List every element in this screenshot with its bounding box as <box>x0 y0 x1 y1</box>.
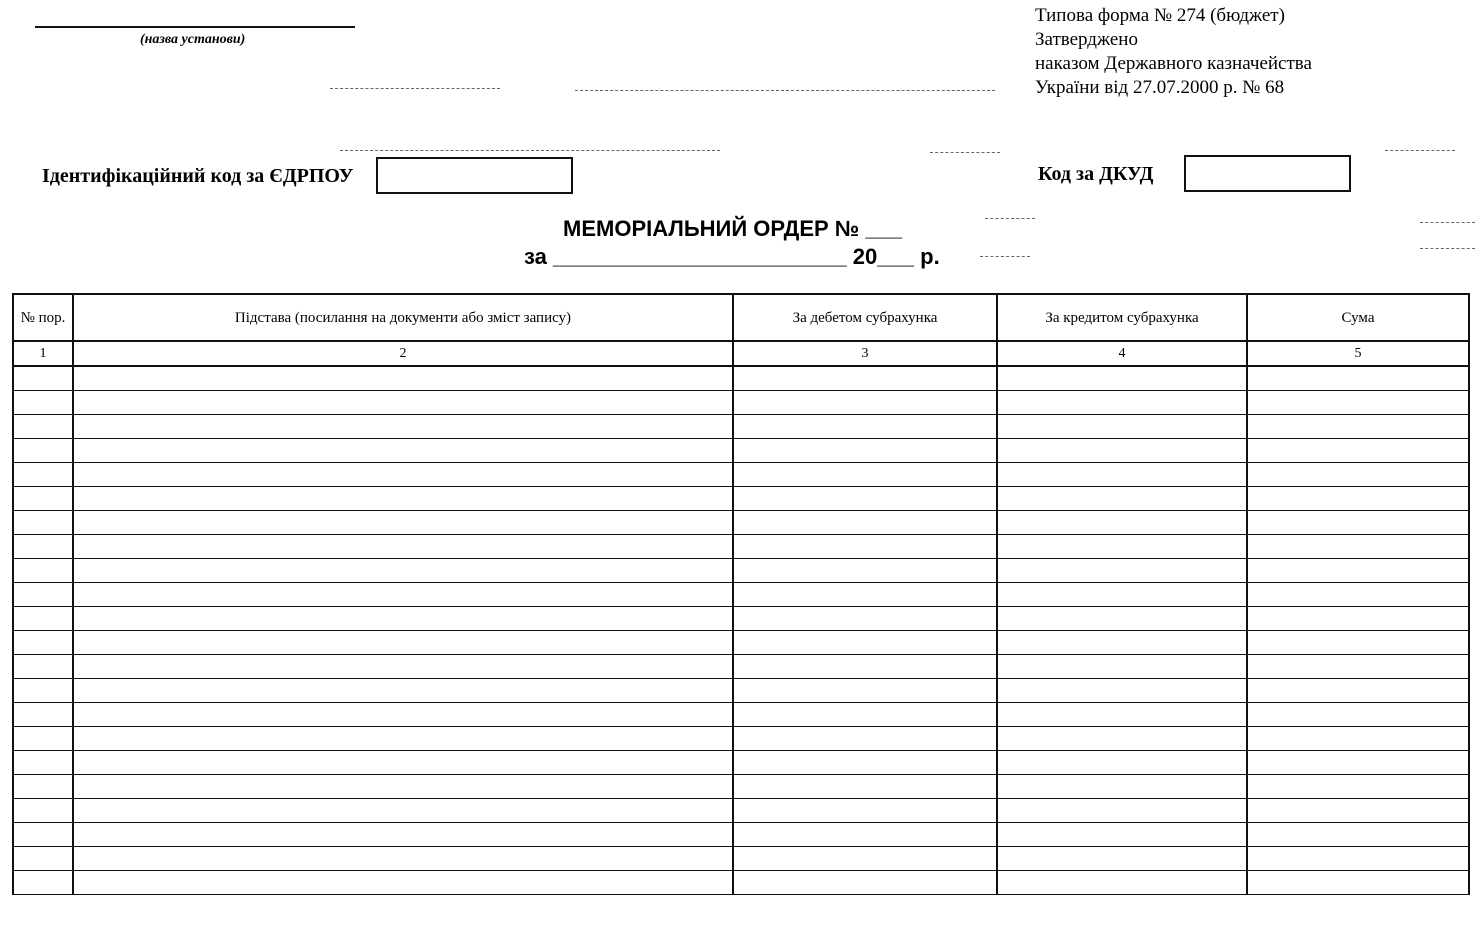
edrpou-field[interactable] <box>376 157 573 194</box>
cell-sum[interactable] <box>1247 463 1469 487</box>
cell-basis[interactable] <box>73 487 733 511</box>
cell-credit[interactable] <box>997 463 1247 487</box>
cell-debit[interactable] <box>733 727 997 751</box>
cell-basis[interactable] <box>73 703 733 727</box>
cell-basis[interactable] <box>73 463 733 487</box>
cell-credit[interactable] <box>997 799 1247 823</box>
cell-sum[interactable] <box>1247 871 1469 895</box>
cell-basis[interactable] <box>73 751 733 775</box>
cell-credit[interactable] <box>997 415 1247 439</box>
cell-basis[interactable] <box>73 847 733 871</box>
cell-basis[interactable] <box>73 655 733 679</box>
cell-debit[interactable] <box>733 439 997 463</box>
table-row <box>13 679 1469 703</box>
cell-debit[interactable] <box>733 487 997 511</box>
cell-debit[interactable] <box>733 607 997 631</box>
cell-number[interactable] <box>13 439 73 463</box>
cell-number[interactable] <box>13 751 73 775</box>
cell-debit[interactable] <box>733 679 997 703</box>
cell-number[interactable] <box>13 775 73 799</box>
table-row <box>13 655 1469 679</box>
cell-sum[interactable] <box>1247 487 1469 511</box>
cell-debit[interactable] <box>733 799 997 823</box>
document-date <box>524 244 940 270</box>
cell-number[interactable] <box>13 703 73 727</box>
edrpou-label: Ідентифікаційний код за ЄДРПОУ <box>42 165 354 187</box>
memorial-order-table <box>12 293 1470 895</box>
subfield-line <box>980 256 1030 257</box>
table-row <box>13 847 1469 871</box>
year-blank[interactable]: ___ <box>877 244 914 269</box>
cell-debit[interactable] <box>733 583 997 607</box>
dkud-label: Код за ДКУД <box>1038 163 1154 185</box>
cell-sum[interactable] <box>1247 391 1469 415</box>
date-prefix: за <box>524 244 547 269</box>
cell-sum[interactable] <box>1247 511 1469 535</box>
approval-line: наказом Державного казначейства <box>1035 53 1312 74</box>
cell-sum[interactable] <box>1247 607 1469 631</box>
cell-number[interactable] <box>13 415 73 439</box>
cell-basis[interactable] <box>73 823 733 847</box>
col-header-credit: За кредитом субрахунка <box>997 294 1247 341</box>
cell-debit[interactable] <box>733 631 997 655</box>
cell-number[interactable] <box>13 799 73 823</box>
table-row <box>13 463 1469 487</box>
cell-debit[interactable] <box>733 415 997 439</box>
cell-sum[interactable] <box>1247 439 1469 463</box>
table-row <box>13 871 1469 895</box>
cell-sum[interactable] <box>1247 799 1469 823</box>
col-number: 1 <box>13 341 73 366</box>
cell-basis[interactable] <box>73 535 733 559</box>
cell-number[interactable] <box>13 463 73 487</box>
cell-sum[interactable] <box>1247 847 1469 871</box>
col-number: 4 <box>997 341 1247 366</box>
table-row <box>13 487 1469 511</box>
cell-credit[interactable] <box>997 775 1247 799</box>
cell-number[interactable] <box>13 847 73 871</box>
table-header-row <box>13 294 1469 341</box>
cell-sum[interactable] <box>1247 823 1469 847</box>
cell-number[interactable] <box>13 391 73 415</box>
cell-number[interactable] <box>13 487 73 511</box>
cell-sum[interactable] <box>1247 366 1469 391</box>
cell-basis[interactable] <box>73 607 733 631</box>
col-number: 2 <box>73 341 733 366</box>
cell-sum[interactable] <box>1247 559 1469 583</box>
cell-number[interactable] <box>13 655 73 679</box>
cell-sum[interactable] <box>1247 415 1469 439</box>
cell-debit[interactable] <box>733 847 997 871</box>
cell-credit[interactable] <box>997 487 1247 511</box>
table-row <box>13 439 1469 463</box>
cell-sum[interactable] <box>1247 727 1469 751</box>
cell-credit[interactable] <box>997 559 1247 583</box>
cell-debit[interactable] <box>733 823 997 847</box>
cell-number[interactable] <box>13 559 73 583</box>
table-row <box>13 415 1469 439</box>
table-row <box>13 727 1469 751</box>
cell-sum[interactable] <box>1247 583 1469 607</box>
table-row <box>13 631 1469 655</box>
cell-number[interactable] <box>13 823 73 847</box>
cell-debit[interactable] <box>733 775 997 799</box>
cell-debit[interactable] <box>733 463 997 487</box>
table-row <box>13 535 1469 559</box>
cell-credit[interactable] <box>997 366 1247 391</box>
cell-number[interactable] <box>13 631 73 655</box>
cell-sum[interactable] <box>1247 775 1469 799</box>
table-row <box>13 391 1469 415</box>
cell-basis[interactable] <box>73 727 733 751</box>
cell-credit[interactable] <box>997 391 1247 415</box>
year-suffix: р. <box>920 244 940 269</box>
table-row <box>13 775 1469 799</box>
cell-number[interactable] <box>13 511 73 535</box>
institution-caption: (назва установи) <box>140 32 246 47</box>
cell-credit[interactable] <box>997 727 1247 751</box>
cell-basis[interactable] <box>73 679 733 703</box>
subfield-line <box>1385 150 1455 151</box>
table-row <box>13 799 1469 823</box>
col-number: 5 <box>1247 341 1469 366</box>
subfield-line <box>330 88 500 89</box>
cell-credit[interactable] <box>997 535 1247 559</box>
cell-basis[interactable] <box>73 439 733 463</box>
cell-sum[interactable] <box>1247 535 1469 559</box>
year-prefix: 20 <box>852 244 878 269</box>
document-title: МЕМОРІАЛЬНИЙ ОРДЕР № ___ <box>563 216 903 241</box>
cell-basis[interactable] <box>73 799 733 823</box>
institution-name-line[interactable] <box>35 26 355 28</box>
cell-debit[interactable] <box>733 511 997 535</box>
col-header-debit: За дебетом субрахунка <box>733 294 997 341</box>
subfield-line <box>985 218 1035 219</box>
cell-basis[interactable] <box>73 415 733 439</box>
table-row <box>13 511 1469 535</box>
approval-line: Затверджено <box>1035 29 1138 50</box>
cell-sum[interactable] <box>1247 631 1469 655</box>
approval-block <box>1035 4 1312 100</box>
cell-credit[interactable] <box>997 703 1247 727</box>
date-blank[interactable]: ________________________ <box>553 244 847 269</box>
cell-credit[interactable] <box>997 631 1247 655</box>
cell-credit[interactable] <box>997 655 1247 679</box>
cell-credit[interactable] <box>997 847 1247 871</box>
table-row <box>13 583 1469 607</box>
cell-debit[interactable] <box>733 366 997 391</box>
cell-debit[interactable] <box>733 655 997 679</box>
cell-sum[interactable] <box>1247 679 1469 703</box>
cell-credit[interactable] <box>997 871 1247 895</box>
subfield-line <box>575 90 995 91</box>
table-body <box>13 366 1469 895</box>
cell-credit[interactable] <box>997 751 1247 775</box>
cell-number[interactable] <box>13 607 73 631</box>
cell-debit[interactable] <box>733 535 997 559</box>
cell-basis[interactable] <box>73 559 733 583</box>
cell-credit[interactable] <box>997 583 1247 607</box>
subfield-line <box>930 152 1000 153</box>
cell-basis[interactable] <box>73 391 733 415</box>
cell-sum[interactable] <box>1247 655 1469 679</box>
col-header-number: № пор. <box>13 294 73 341</box>
cell-sum[interactable] <box>1247 703 1469 727</box>
cell-debit[interactable] <box>733 871 997 895</box>
approval-line: України від 27.07.2000 р. № 68 <box>1035 77 1285 98</box>
table-row <box>13 607 1469 631</box>
cell-debit[interactable] <box>733 391 997 415</box>
cell-credit[interactable] <box>997 679 1247 703</box>
column-number-row <box>13 341 1469 366</box>
cell-number[interactable] <box>13 871 73 895</box>
cell-number[interactable] <box>13 679 73 703</box>
cell-debit[interactable] <box>733 751 997 775</box>
cell-credit[interactable] <box>997 511 1247 535</box>
approval-line: Типова форма № 274 (бюджет) <box>1035 5 1285 26</box>
subfield-line <box>340 150 720 151</box>
cell-basis[interactable] <box>73 871 733 895</box>
subfield-line <box>1420 248 1475 249</box>
col-header-basis: Підстава (посилання на документи або зміст запису) <box>73 294 733 341</box>
table-row <box>13 366 1469 391</box>
cell-basis[interactable] <box>73 775 733 799</box>
cell-number[interactable] <box>13 535 73 559</box>
table-row <box>13 823 1469 847</box>
cell-credit[interactable] <box>997 823 1247 847</box>
cell-sum[interactable] <box>1247 751 1469 775</box>
cell-number[interactable] <box>13 583 73 607</box>
cell-credit[interactable] <box>997 439 1247 463</box>
table-row <box>13 559 1469 583</box>
cell-basis[interactable] <box>73 631 733 655</box>
cell-debit[interactable] <box>733 559 997 583</box>
cell-basis[interactable] <box>73 366 733 391</box>
cell-basis[interactable] <box>73 583 733 607</box>
cell-basis[interactable] <box>73 511 733 535</box>
cell-number[interactable] <box>13 727 73 751</box>
dkud-field[interactable] <box>1184 155 1351 192</box>
table-row <box>13 751 1469 775</box>
col-number: 3 <box>733 341 997 366</box>
subfield-line <box>1420 222 1475 223</box>
cell-number[interactable] <box>13 366 73 391</box>
cell-debit[interactable] <box>733 703 997 727</box>
table-row <box>13 703 1469 727</box>
cell-credit[interactable] <box>997 607 1247 631</box>
col-header-sum: Сума <box>1247 294 1469 341</box>
